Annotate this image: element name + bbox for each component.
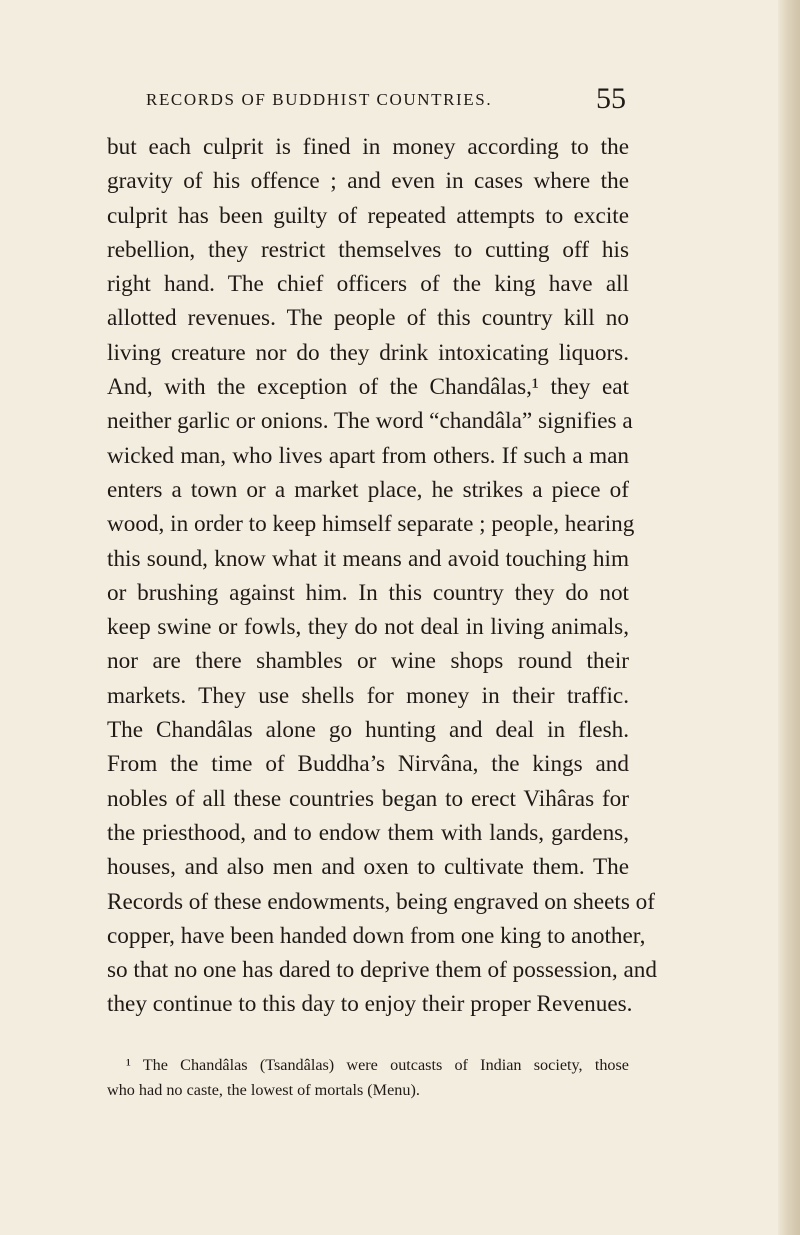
text-line: but each culprit is fined in money according to the	[107, 134, 629, 160]
footnote-line: who had no caste, the lowest of mortals (Menu).	[107, 1081, 420, 1099]
text-line: or brushing against him. In this country they do not	[107, 579, 629, 606]
text-line: gravity of his offence ; and even in cases where the	[107, 168, 629, 195]
text-line: And, with the exception of the Chandâlas,¹ they eat	[107, 374, 629, 401]
text-line: markets. They use shells for money in their traffic.	[107, 682, 629, 709]
text-line: copper, have been handed down from one king to another,	[107, 922, 646, 949]
text-line: Records of these endowments, being engraved on sheets of	[107, 888, 655, 915]
text-line: allotted revenues. The people of this country kill no	[107, 305, 629, 332]
text-line: nor are there shambles or wine shops round their	[107, 648, 629, 675]
text-line: keep swine or fowls, they do not deal in living animals,	[107, 614, 629, 641]
text-line: enters a town or a market place, he strikes a piece of	[107, 476, 629, 503]
page-number: 55	[596, 82, 626, 115]
text-line: living creature nor do they drink intoxicating liquors.	[107, 339, 629, 366]
text-line: so that no one has dared to deprive them of possession, and	[107, 957, 657, 984]
text-line: neither garlic or onions. The word “chandâla” signifies a	[107, 408, 633, 435]
body-text	[107, 130, 657, 1022]
text-line: culprit has been guilty of repeated attempts to excite	[107, 202, 629, 229]
footnote	[107, 1053, 629, 1103]
text-line: wicked man, who lives apart from others. If such a man	[107, 442, 629, 469]
text-line: rebellion, they restrict themselves to cutting off his	[107, 236, 629, 263]
text-line: The Chandâlas alone go hunting and deal in flesh.	[107, 717, 629, 744]
page-header	[146, 82, 626, 122]
text-line: From the time of Buddha’s Nirvâna, the kings and	[107, 751, 629, 778]
text-line: houses, and also men and oxen to cultivate them. The	[107, 854, 629, 881]
text-line: wood, in order to keep himself separate ; people, hearing	[107, 511, 635, 538]
footnote-line: ¹ The Chandâlas (Tsandâlas) were outcasts of Indian society, those	[126, 1056, 629, 1074]
text-line: nobles of all these countries began to erect Vihâras for	[107, 785, 629, 812]
text-line: the priesthood, and to endow them with lands, gardens,	[107, 819, 629, 846]
text-line: this sound, know what it means and avoid touching him	[107, 545, 629, 572]
running-head: RECORDS OF BUDDHIST COUNTRIES.	[146, 90, 493, 109]
text-line: right hand. The chief officers of the king have all	[107, 271, 629, 298]
text-line: they continue to this day to enjoy their proper Revenues.	[107, 991, 633, 1018]
page-edge	[778, 0, 800, 1235]
